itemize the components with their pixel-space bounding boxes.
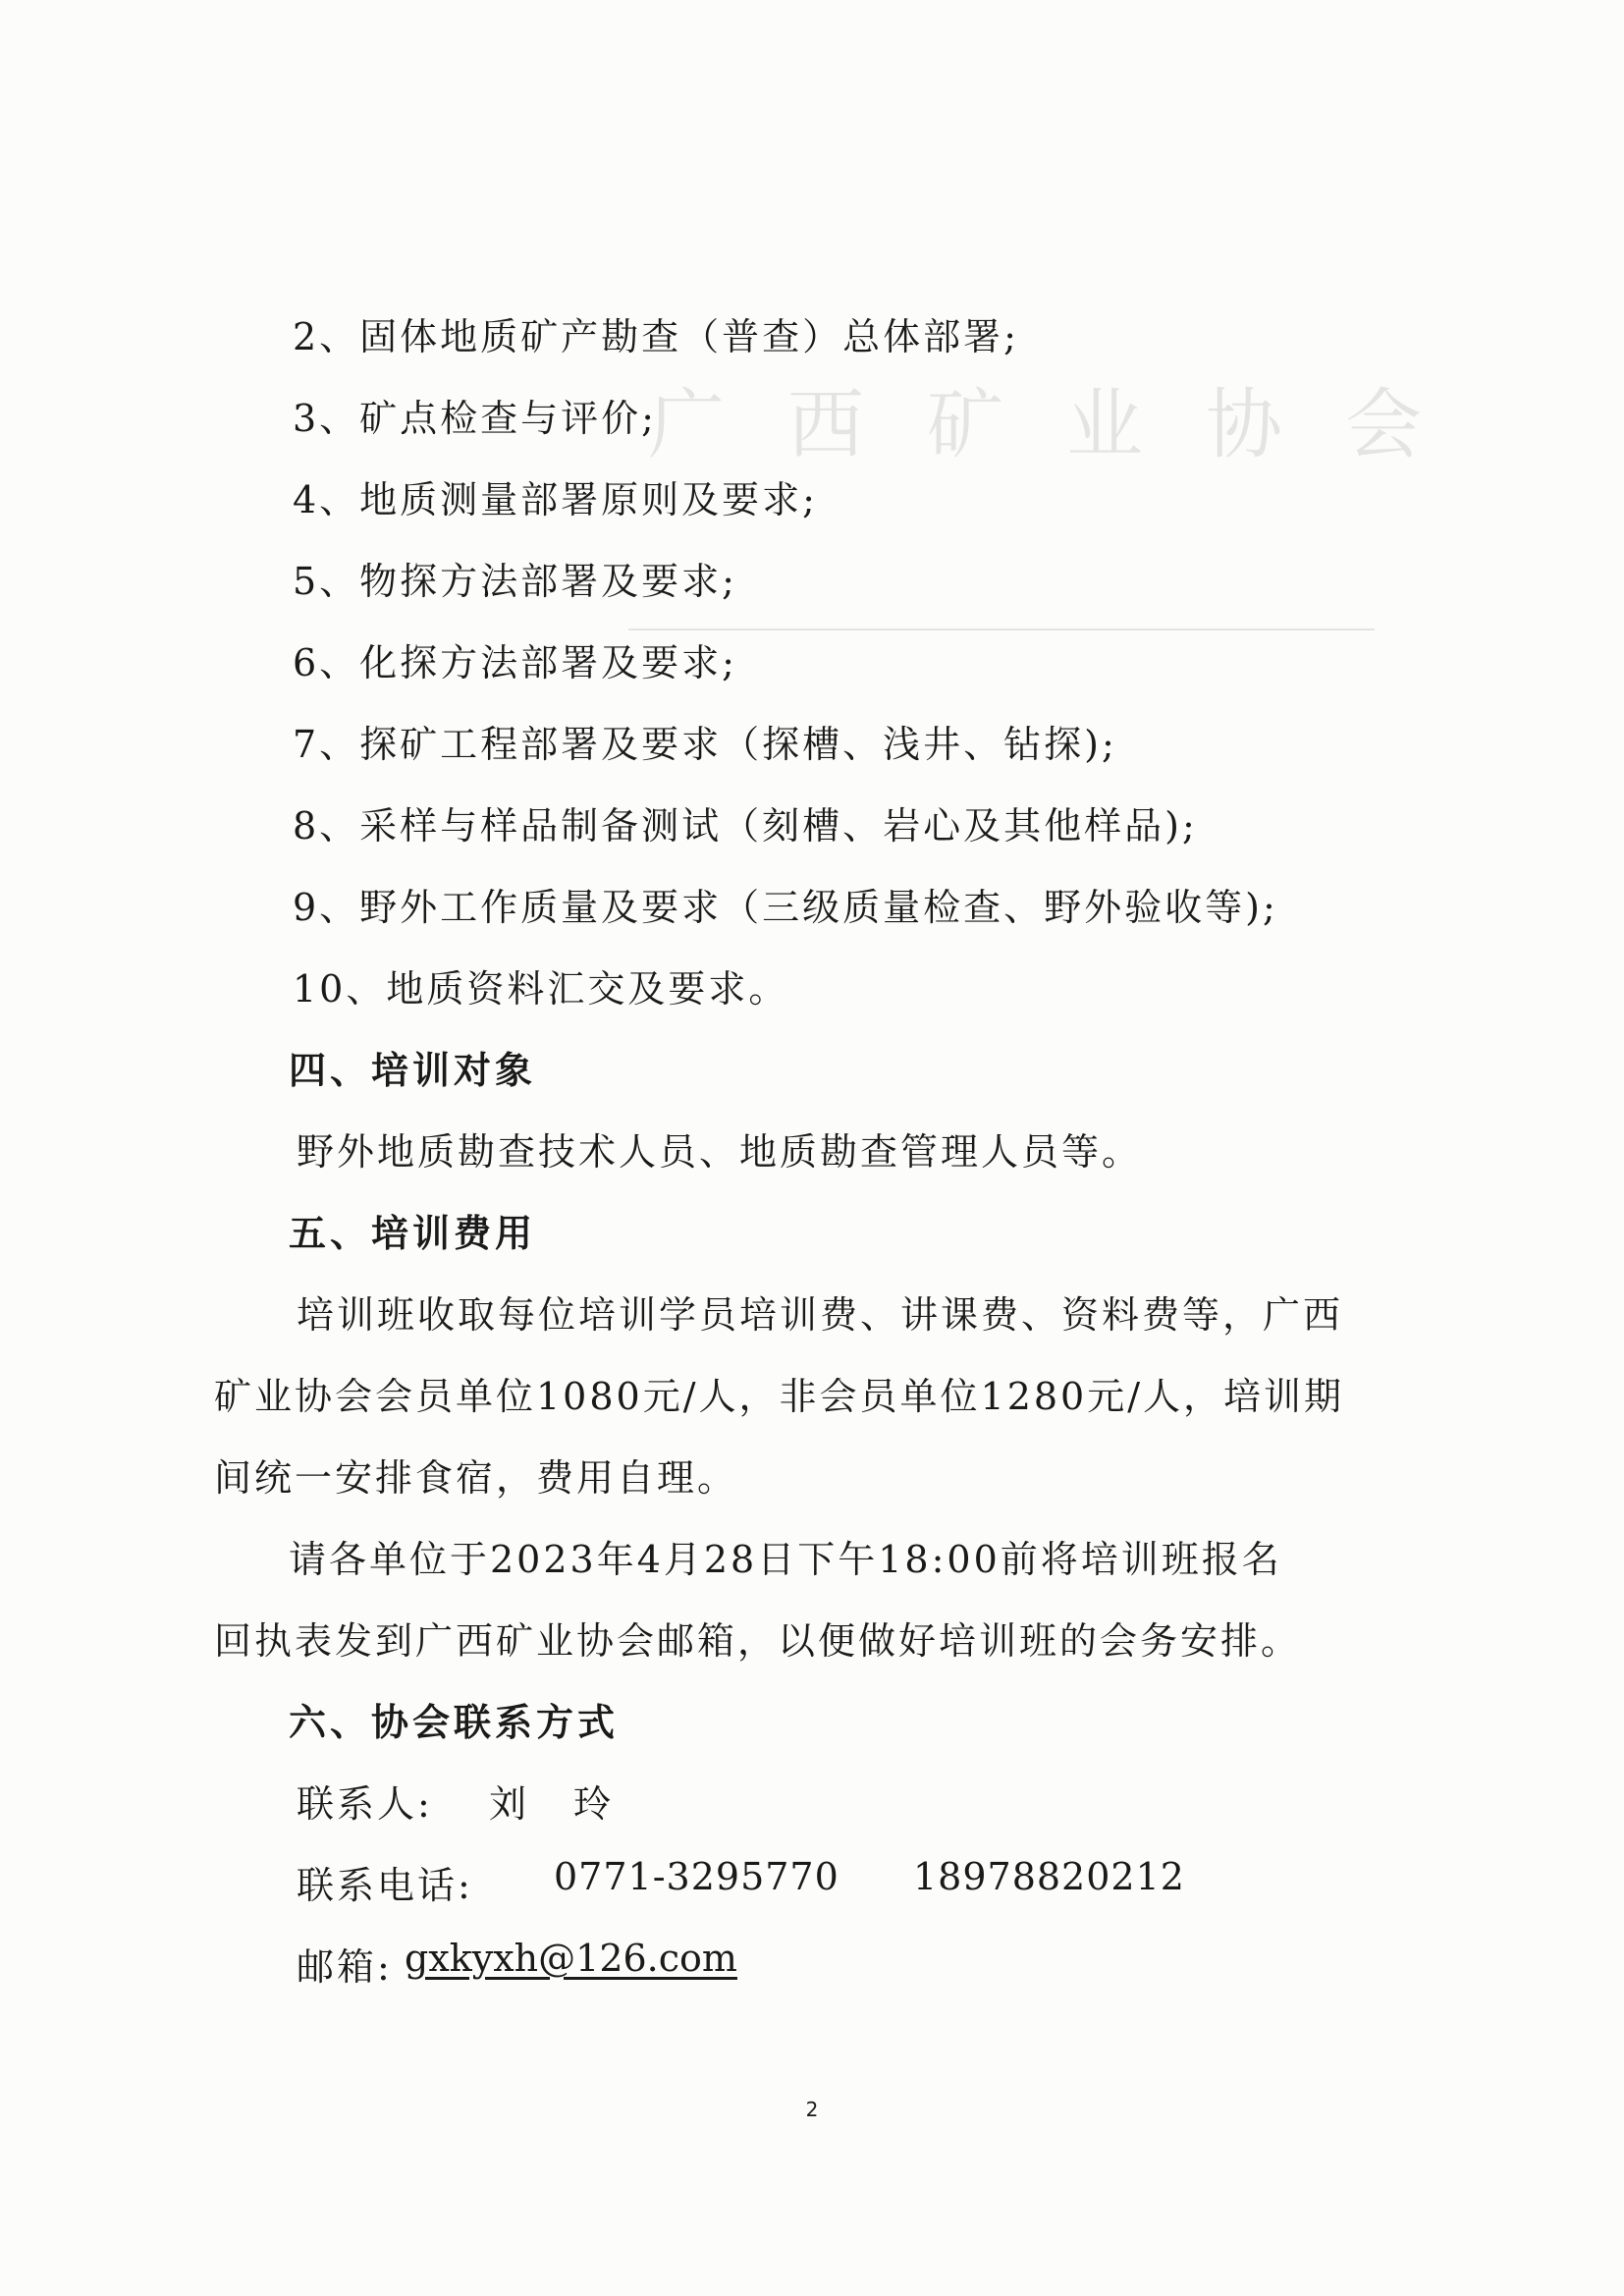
section-4-body: 野外地质勘查技术人员、地质勘查管理人员等。 (297, 1130, 1143, 1174)
list-item-8: 8、采样与样品制备测试（刻槽、岩心及其他样品); (293, 804, 1198, 847)
contact-label: 联系人: (297, 1782, 433, 1826)
section-4-heading: 四、培训对象 (289, 1048, 537, 1092)
show-through-rule (628, 629, 1375, 630)
email-link[interactable]: gxkyxh@126.com (405, 1937, 737, 1980)
section-5-para1-line3: 间统一安排食宿，费用自理。 (214, 1456, 738, 1500)
list-item-6: 6、化探方法部署及要求; (293, 641, 737, 684)
phone-label: 联系电话: (297, 1864, 473, 1907)
list-item-4: 4、地质测量部署原则及要求; (293, 478, 818, 521)
email-label: 邮箱: (297, 1945, 393, 1989)
section-6-heading: 六、协会联系方式 (289, 1700, 620, 1744)
list-item-2: 2、固体地质矿产勘查（普查）总体部署; (293, 315, 1019, 358)
list-item-10: 10、地质资料汇交及要求。 (293, 967, 789, 1011)
list-item-7: 7、探矿工程部署及要求（探槽、浅井、钻探); (293, 723, 1117, 766)
phone-mobile: 18978820212 (913, 1855, 1185, 1898)
section-5-para2-line1: 请各单位于2023年4月28日下午18:00前将培训班报名 (289, 1538, 1282, 1581)
phone-landline: 0771-3295770 (554, 1855, 839, 1898)
section-5-heading: 五、培训费用 (289, 1211, 537, 1255)
list-item-5: 5、物探方法部署及要求; (293, 560, 737, 603)
list-item-9: 9、野外工作质量及要求（三级质量检查、野外验收等); (293, 886, 1278, 929)
show-through-text-1: 广西矿业协会 (648, 381, 1486, 469)
section-5-para1-line1: 培训班收取每位培训学员培训费、讲课费、资料费等，广西 (297, 1293, 1344, 1337)
list-item-3: 3、矿点检查与评价; (293, 397, 657, 440)
section-5-para1-line2: 矿业协会会员单位1080元/人，非会员单位1280元/人，培训期 (214, 1375, 1345, 1418)
contact-name: 刘 玲 (489, 1782, 629, 1826)
section-5-para2-line2: 回执表发到广西矿业协会邮箱，以便做好培训班的会务安排。 (214, 1619, 1302, 1663)
page-number: 2 (805, 2098, 819, 2121)
